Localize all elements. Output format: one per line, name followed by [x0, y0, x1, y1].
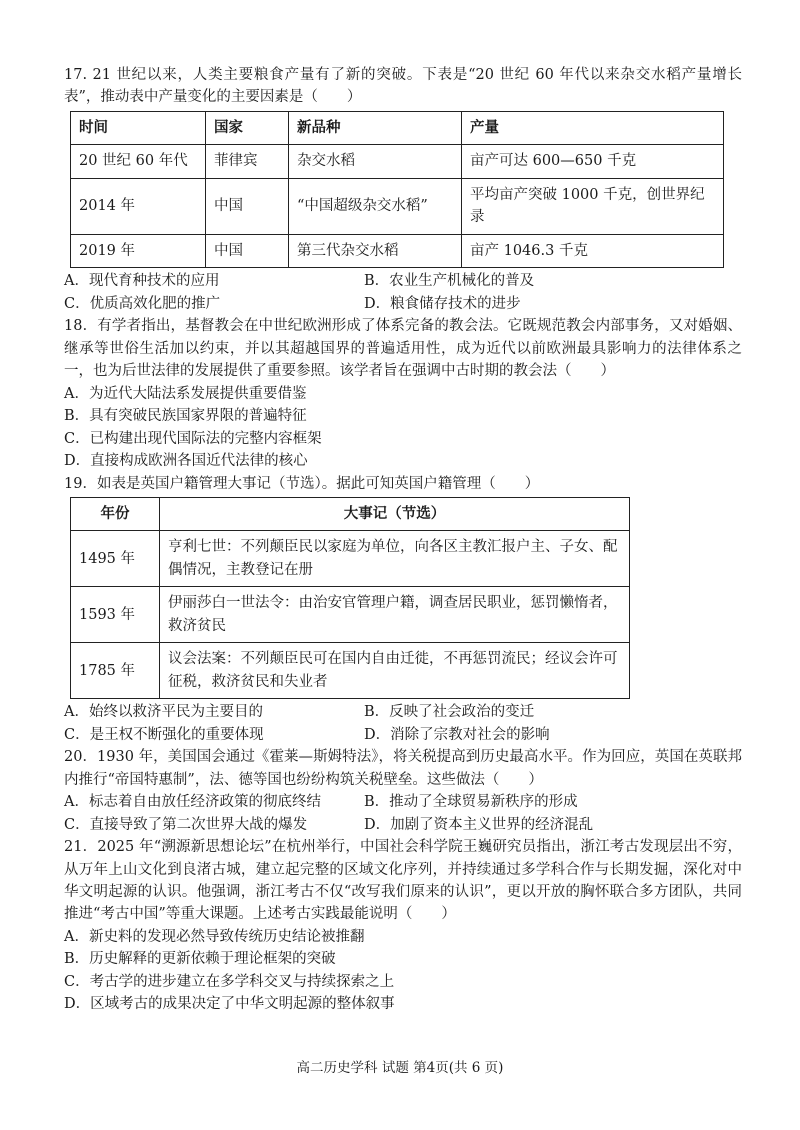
table-cell: “中国超级杂交水稻” — [289, 178, 462, 234]
page-content — [64, 64, 742, 1016]
table-cell: 亨利七世：不列颠臣民以家庭为单位，向各区主教汇报户主、子女、配偶情况，主教登记在册 — [160, 531, 630, 587]
question-stem: 17. 21 世纪以来，人类主要粮食产量有了新的突破。下表是“20 世纪 60 年代以来杂交水稻产量增长表”，推动表中产量变化的主要因素是（ ） — [64, 67, 742, 106]
table-cell: 2019 年 — [71, 234, 206, 267]
table-cell: 伊丽莎白一世法令：由治安官管理户籍，调查居民职业，惩罚懒惰者，救济贫民 — [160, 587, 630, 643]
question-18 — [64, 315, 742, 472]
table-cell: 20 世纪 60 年代 — [71, 145, 206, 178]
question-stem: 21．2025 年“溯源新思想论坛”在杭州举行，中国社会科学院王巍研究员指出，浙江考古发现层出不穷，从万年上山文化到良渚古城，建立起完整的区域文化序列，并持续通过多学科合作与长期发掘，深化对中华文明起源的认识。他强调，浙江考古不仅“改写我们原来的认识”，更以开放的胸怀联合多方团队，共同推进“考古中国”等重大课题。上述考古实践最能说明（ ） — [64, 839, 742, 923]
table-cell: 1785 年 — [71, 643, 160, 699]
question-21 — [64, 836, 742, 1016]
option-d[interactable]: D．消除了宗教对社会的影响 — [364, 726, 550, 743]
table-header-row — [71, 497, 630, 530]
question-17 — [64, 64, 742, 315]
option-d[interactable]: D．加剧了资本主义世界的经济混乱 — [364, 816, 594, 833]
option-b[interactable]: B．历史解释的更新依赖于理论框架的突破 — [64, 951, 336, 968]
table-row — [71, 587, 630, 643]
table-cell: 1495 年 — [71, 531, 160, 587]
rice-yield-table — [70, 111, 724, 268]
page-footer: 高二历史学科 试题 第4页(共 6 页) — [296, 1060, 504, 1076]
option-a[interactable]: A．为近代大陆法系发展提供重要借鉴 — [64, 385, 307, 402]
table-row — [71, 531, 630, 587]
question-stem: 18．有学者指出，基督教会在中世纪欧洲形成了体系完备的教会法。它既规范教会内部事务，又对婚姻、继承等世俗生活加以约束，并以其超越国界的普遍适用性，成为近代以前欧洲最具影响力的法律体系之一，也为后世法律的发展提供了重要参照。该学者旨在强调中古时期的教会法（ ） — [64, 318, 742, 380]
column-header: 产量 — [462, 111, 724, 144]
table-cell: 议会法案：不列颠臣民可在国内自由迁徙，不再惩罚流民；经议会许可征税，救济贫民和失业者 — [160, 643, 630, 699]
question-stem: 20．1930 年，美国国会通过《霍莱—斯姆特法》，将关税提高到历史最高水平。作为回应，英国在英联邦内推行“帝国特惠制”，法、德等国也纷纷构筑关税壁垒。这些做法（ ） — [64, 749, 742, 788]
options-grid — [64, 270, 742, 315]
question-stem: 19．如表是英国户籍管理大事记（节选）。据此可知英国户籍管理（ ） — [64, 475, 540, 492]
option-b[interactable]: B．推动了全球贸易新秩序的形成 — [364, 794, 578, 811]
column-header: 年份 — [71, 497, 160, 530]
option-d[interactable]: D．直接构成欧洲各国近代法律的核心 — [64, 453, 308, 470]
question-19 — [64, 473, 742, 747]
option-c[interactable]: C．直接导致了第二次世界大战的爆发 — [64, 816, 308, 833]
column-header: 新品种 — [289, 111, 462, 144]
table-cell: 平均亩产突破 1000 千克，创世界纪录 — [462, 178, 724, 234]
option-c[interactable]: C．已构建出现代国际法的完整内容框架 — [64, 430, 322, 447]
column-header: 时间 — [71, 111, 206, 144]
table-row — [71, 178, 724, 234]
table-cell: 亩产可达 600—650 千克 — [462, 145, 724, 178]
table-cell: 杂交水稻 — [289, 145, 462, 178]
option-d[interactable]: D．粮食储存技术的进步 — [364, 295, 521, 312]
column-header: 国家 — [206, 111, 289, 144]
table-row — [71, 234, 724, 267]
option-c[interactable]: C．考古学的进步建立在多学科交叉与持续探索之上 — [64, 973, 395, 990]
option-a[interactable]: A．标志着自由放任经济政策的彻底终结 — [64, 794, 321, 811]
option-a[interactable]: A．始终以救济平民为主要目的 — [64, 704, 263, 721]
table-cell: 菲律宾 — [206, 145, 289, 178]
table-cell: 1593 年 — [71, 587, 160, 643]
table-cell: 2014 年 — [71, 178, 206, 234]
option-c[interactable]: C．是王权不断强化的重要体现 — [64, 726, 264, 743]
option-b[interactable]: B．反映了社会政治的变迁 — [364, 704, 535, 721]
table-header-row — [71, 111, 724, 144]
question-20 — [64, 746, 742, 836]
table-cell: 中国 — [206, 234, 289, 267]
table-cell: 中国 — [206, 178, 289, 234]
table-cell: 第三代杂交水稻 — [289, 234, 462, 267]
option-b[interactable]: B．具有突破民族国家界限的普遍特征 — [64, 408, 307, 425]
option-a[interactable]: A．现代育种技术的应用 — [64, 273, 220, 290]
table-row — [71, 145, 724, 178]
option-a[interactable]: A．新史料的发现必然导致传统历史结论被推翻 — [64, 928, 365, 945]
column-header: 大事记（节选） — [160, 497, 630, 530]
option-d[interactable]: D．区域考古的成果决定了中华文明起源的整体叙事 — [64, 996, 395, 1013]
table-row — [71, 643, 630, 699]
household-registry-table — [70, 497, 630, 699]
table-cell: 亩产 1046.3 千克 — [462, 234, 724, 267]
option-c[interactable]: C．优质高效化肥的推广 — [64, 295, 221, 312]
options-grid — [64, 791, 742, 836]
options-grid — [64, 701, 742, 746]
option-b[interactable]: B．农业生产机械化的普及 — [364, 273, 535, 290]
